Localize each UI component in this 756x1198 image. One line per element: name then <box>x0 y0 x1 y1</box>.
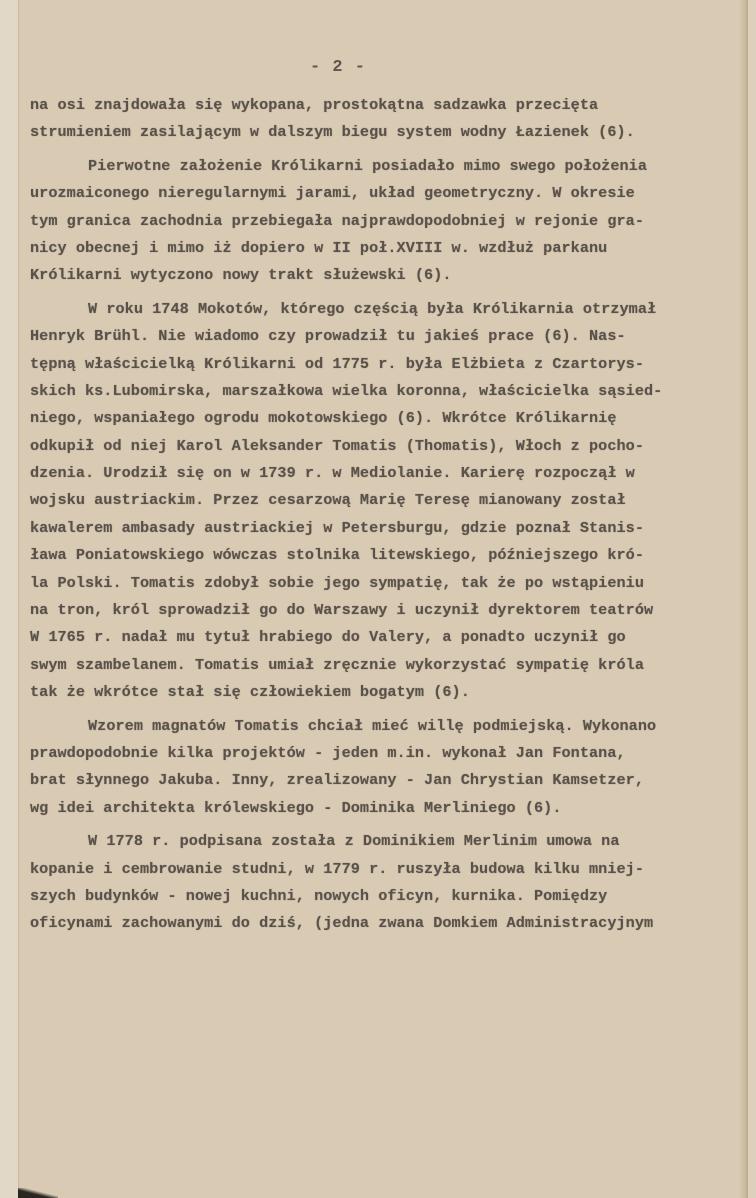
text-line: ława Poniatowskiego wówczas stolnika litewskiego, późniejszego kró- <box>30 546 644 565</box>
text-line: Królikarni wytyczono nowy trakt służewski (6). <box>30 266 452 285</box>
document-body <box>30 92 750 938</box>
paragraph <box>30 828 750 938</box>
text-line: tępną właścicielką Królikarni od 1775 r. była Elżbieta z Czartorys- <box>30 354 644 373</box>
paragraph <box>30 296 750 707</box>
scan-shadow-bottom <box>18 1188 58 1198</box>
text-line: tak że wkrótce stał się człowiekiem bogatym (6). <box>30 683 470 702</box>
text-line: na tron, król sprowadził go do Warszawy i uczynił dyrektorem teatrów <box>30 601 654 620</box>
text-line: kawalerem ambasady austriackiej w Petersburgu, gdzie poznał Stanis- <box>30 518 644 537</box>
text-line: wojsku austriackim. Przez cesarzową Marię Teresę mianowany został <box>30 491 626 510</box>
text-line: Pierwotne założenie Królikarni posiadało mimo swego położenia <box>88 156 648 175</box>
paragraph <box>30 153 750 290</box>
text-line: strumieniem zasilającym w dalszym biegu system wodny Łazienek (6). <box>30 123 635 142</box>
text-line: tym granica zachodnia przebiegała najprawdopodobniej w rejonie gra- <box>30 211 644 230</box>
text-line: prawdopodobnie kilka projektów - jeden m.in. wykonał Jan Fontana, <box>30 743 626 762</box>
text-line: nicy obecnej i mimo iż dopiero w II poł.XVIII w. wzdłuż parkanu <box>30 238 608 257</box>
text-line: swym szambelanem. Tomatis umiał zręcznie wykorzystać sympatię króla <box>30 655 644 674</box>
text-line: brat słynnego Jakuba. Inny, zrealizowany - Jan Chrystian Kamsetzer, <box>30 771 644 790</box>
text-line: odkupił od niej Karol Aleksander Tomatis (Thomatis), Włoch z pocho- <box>30 436 644 455</box>
text-line: niego, wspaniałego ogrodu mokotowskiego (6). Wkrótce Królikarnię <box>30 409 617 428</box>
text-line: Wzorem magnatów Tomatis chciał mieć willę podmiejską. Wykonano <box>88 716 657 735</box>
text-line: urozmaiconego nieregularnymi jarami, układ geometryczny. W okresie <box>30 184 635 203</box>
text-line: na osi znajdowała się wykopana, prostokątna sadzawka przecięta <box>30 96 599 114</box>
paragraph <box>30 92 750 147</box>
scan-margin-left <box>0 0 18 1198</box>
text-line: W roku 1748 Mokotów, którego częścią była Królikarnia otrzymał <box>88 299 657 318</box>
text-line: W 1778 r. podpisana została z Dominikiem Merlinim umowa na <box>88 832 620 851</box>
text-line: Henryk Brühl. Nie wiadomo czy prowadził tu jakieś prace (6). Nas- <box>30 327 626 346</box>
page-number: - 2 - <box>309 58 366 77</box>
text-line: skich ks.Lubomirska, marszałkowa wielka koronna, właścicielka sąsied- <box>30 381 663 400</box>
text-line: kopanie i cembrowanie studni, w 1779 r. ruszyła budowa kilku mniej- <box>30 859 644 878</box>
text-line: wg idei architekta królewskiego - Dominika Merliniego (6). <box>30 798 562 817</box>
text-line: szych budynków - nowej kuchni, nowych oficyn, kurnika. Pomiędzy <box>30 886 608 905</box>
text-line: la Polski. Tomatis zdobył sobie jego sympatię, tak że po wstąpieniu <box>30 573 644 592</box>
paragraph <box>30 713 750 823</box>
text-line: dzenia. Urodził się on w 1739 r. w Mediolanie. Karierę rozpoczął w <box>30 464 635 483</box>
text-line: W 1765 r. nadał mu tytuł hrabiego do Valery, a ponadto uczynił go <box>30 628 626 647</box>
text-line: oficynami zachowanymi do dziś, (jedna zwana Domkiem Administracyjnym <box>30 914 654 933</box>
